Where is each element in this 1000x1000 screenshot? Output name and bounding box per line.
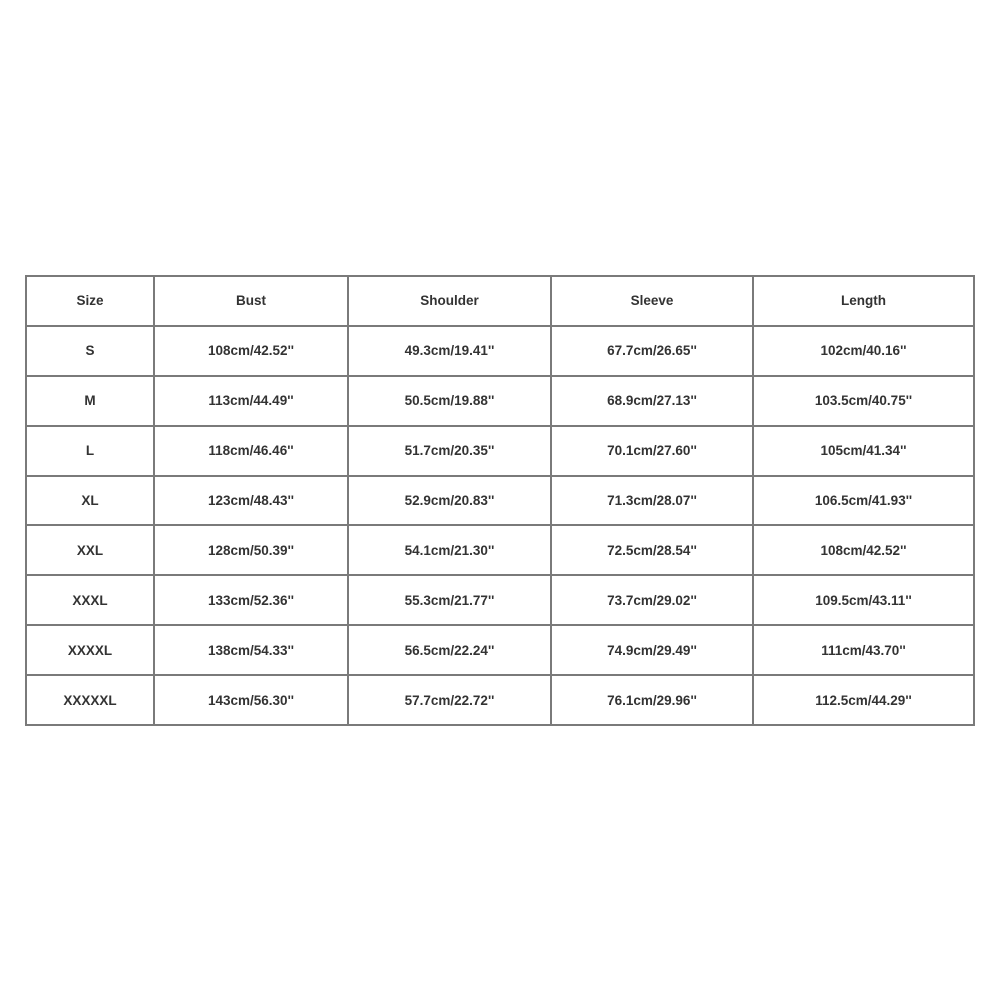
table-row xyxy=(26,525,974,575)
table-row xyxy=(26,625,974,675)
column-header: Sleeve xyxy=(551,276,753,326)
table-cell: 72.5cm/28.54'' xyxy=(551,525,753,575)
table-cell: 68.9cm/27.13'' xyxy=(551,376,753,426)
table-cell: 74.9cm/29.49'' xyxy=(551,625,753,675)
table-cell: S xyxy=(26,326,154,376)
table-cell: 109.5cm/43.11'' xyxy=(753,575,974,625)
table-cell: 108cm/42.52'' xyxy=(753,525,974,575)
table-cell: 112.5cm/44.29'' xyxy=(753,675,974,725)
table-cell: 70.1cm/27.60'' xyxy=(551,426,753,476)
table-cell: 102cm/40.16'' xyxy=(753,326,974,376)
table-cell: 50.5cm/19.88'' xyxy=(348,376,551,426)
table-cell: 138cm/54.33'' xyxy=(154,625,348,675)
table-cell: 133cm/52.36'' xyxy=(154,575,348,625)
table-cell: 113cm/44.49'' xyxy=(154,376,348,426)
table-cell: L xyxy=(26,426,154,476)
table-row xyxy=(26,675,974,725)
column-header: Shoulder xyxy=(348,276,551,326)
column-header: Size xyxy=(26,276,154,326)
column-header: Length xyxy=(753,276,974,326)
table-cell: 52.9cm/20.83'' xyxy=(348,476,551,526)
column-header: Bust xyxy=(154,276,348,326)
table-cell: 55.3cm/21.77'' xyxy=(348,575,551,625)
table-cell: XXXXL xyxy=(26,625,154,675)
table-cell: XXL xyxy=(26,525,154,575)
table-cell: 67.7cm/26.65'' xyxy=(551,326,753,376)
table-row xyxy=(26,476,974,526)
table-row xyxy=(26,326,974,376)
size-chart-table xyxy=(25,275,975,726)
table-cell: 123cm/48.43'' xyxy=(154,476,348,526)
header-row xyxy=(26,276,974,326)
table-cell: 71.3cm/28.07'' xyxy=(551,476,753,526)
table-cell: 54.1cm/21.30'' xyxy=(348,525,551,575)
table-cell: 108cm/42.52'' xyxy=(154,326,348,376)
table-cell: 49.3cm/19.41'' xyxy=(348,326,551,376)
table-cell: 128cm/50.39'' xyxy=(154,525,348,575)
table-cell: XXXL xyxy=(26,575,154,625)
table-cell: 106.5cm/41.93'' xyxy=(753,476,974,526)
table-row xyxy=(26,426,974,476)
table-cell: 73.7cm/29.02'' xyxy=(551,575,753,625)
table-cell: 111cm/43.70'' xyxy=(753,625,974,675)
table-cell: 143cm/56.30'' xyxy=(154,675,348,725)
table-cell: 76.1cm/29.96'' xyxy=(551,675,753,725)
table-cell: 51.7cm/20.35'' xyxy=(348,426,551,476)
table-cell: XXXXXL xyxy=(26,675,154,725)
table-cell: M xyxy=(26,376,154,426)
table-cell: 57.7cm/22.72'' xyxy=(348,675,551,725)
table-cell: 118cm/46.46'' xyxy=(154,426,348,476)
table-cell: 105cm/41.34'' xyxy=(753,426,974,476)
table-cell: XL xyxy=(26,476,154,526)
table-cell: 56.5cm/22.24'' xyxy=(348,625,551,675)
table-row xyxy=(26,376,974,426)
table-cell: 103.5cm/40.75'' xyxy=(753,376,974,426)
table-row xyxy=(26,575,974,625)
